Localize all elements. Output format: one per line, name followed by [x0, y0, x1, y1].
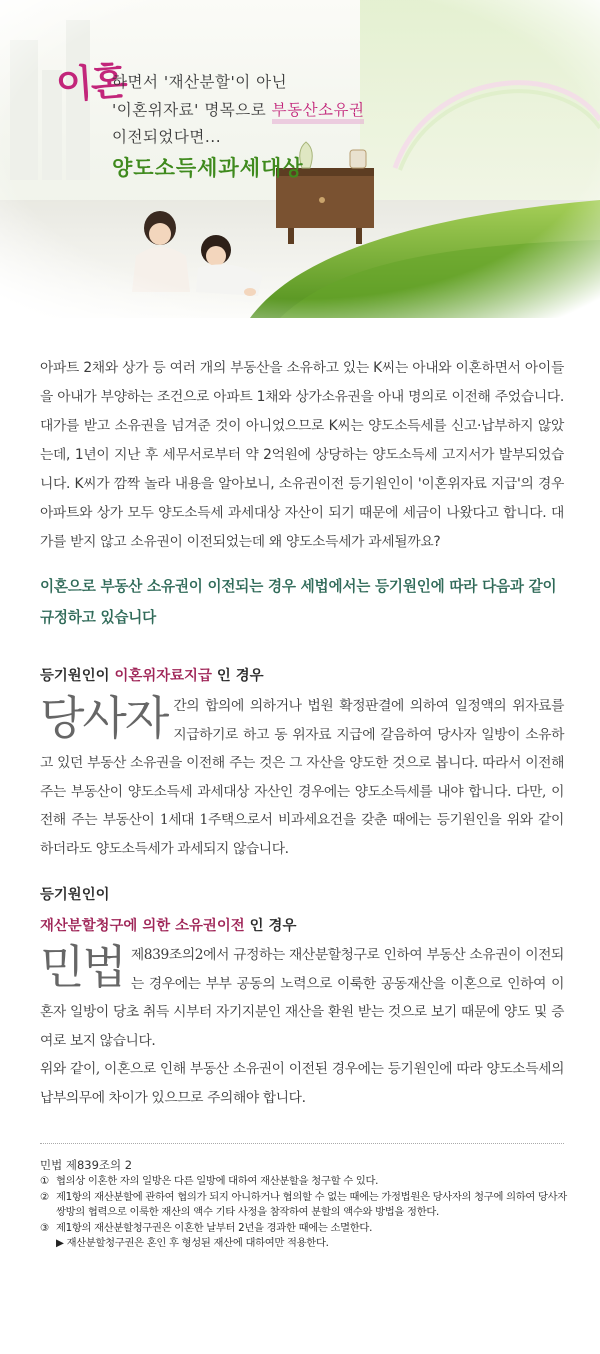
footnote-divider: [40, 1143, 564, 1144]
section2-article: [40, 941, 564, 1112]
section2-heading-highlight: 재산분할청구에 의한 소유권이전: [40, 917, 245, 934]
section2-heading-line1: 등기원인이: [40, 887, 110, 903]
footnote-list: [40, 1174, 570, 1252]
footnote-title: 민법 제839조의 2: [40, 1158, 133, 1172]
section1-heading-highlight: 이혼위자료지급: [114, 667, 212, 684]
footnote-item-text: 제1항의 재산분할에 관하여 협의가 되지 아니하거나 협의할 수 없는 때에는 가정법원은 당사자의 청구에 의하여 당사자 쌍방의 협력으로 이룩한 재산의 액수 기타 사정을 참작하여 분할의 액수와 방법을 정한다.: [56, 1190, 567, 1219]
footnote-item: [40, 1174, 570, 1190]
section1-heading-prefix: 등기원인이: [40, 668, 115, 684]
section1-heading: [40, 664, 264, 685]
hero-line-2-highlight: 부동산소유권: [272, 101, 365, 124]
section2-heading-line2: [40, 914, 296, 935]
hero-line-1: 하면서 '재산분할'이 아닌: [112, 73, 288, 91]
section2-heading-suffix: 인 경우: [244, 918, 297, 934]
footnote-item: [40, 1190, 570, 1221]
section1-article: [40, 692, 564, 863]
section1-body: 간의 합의에 의하거나 법원 확정판결에 의하여 일정액의 위자료를 지급하기로 하고 동 위자료 지급에 갈음하여 당사자 일방이 소유하고 있던 부동산 소유권을 이전해 주는 것은 그 자산을 양도한 것으로 봅니다. 따라서 이전해 주는 부동산이 양도소득세 과세대상 자산인 경우에는 양도소득세를 내야 합니다. 다만, 이전해 주는 부동산이 1세대 1주택으로서 비과세요건을 갖춘 때에는 등기원인을 위와 같이 하더라도 양도소득세가 과세되지 않습니다.: [40, 698, 564, 857]
footnote-item-text: 제1항의 재산분할청구권은 이혼한 날부터 2년을 경과한 때에는 소멸한다.: [56, 1221, 373, 1234]
footnote-item-number: ①: [40, 1175, 49, 1187]
hero-big-title: 이혼: [54, 58, 127, 108]
hero-illustration: [0, 0, 600, 318]
footnote-item-text: 협의상 이혼한 자의 일방은 다른 일방에 대하여 재산분할을 청구할 수 있다.: [56, 1175, 379, 1187]
summary-highlight: 이혼으로 부동산 소유권이 이전되는 경우 세법에서는 등기원인에 따라 다음과 같이 규정하고 있습니다: [40, 578, 557, 626]
footnote-item: [40, 1221, 570, 1237]
intro-paragraph: 아파트 2채와 상가 등 여러 개의 부동산을 소유하고 있는 K씨는 아내와 이혼하면서 아이들을 아내가 부양하는 조건으로 아파트 1채와 상가소유권을 아내 명의로 이전해 주었습니다. 대가를 받고 소유권을 넘겨준 것이 아니었으므로 K씨는 양도소득세를 신고·납부하지 않았는데, 1년이 지난 후 세무서로부터 약 2억원에 상당하는 양도소득세 고지서가 발부되었습니다. K씨가 깜짝 놀라 내용을 알아보니, 소유권이전 등기원인이 '이혼위자료 지급'의 경우 아파트와 상가 모두 양도소득세 과세대상 자산이 되기 때문에 세금이 나왔다고 합니다. 대가를 받지 않고 소유권이 이전되었는데 왜 양도소득세가 과세될까요?: [40, 360, 564, 550]
section1-dropcap: 당사자: [40, 691, 168, 745]
section2-dropcap: 민법: [40, 940, 125, 994]
footnote-note: ▶ 재산분할청구권은 혼인 후 형성된 재산에 대하여만 적용한다.: [56, 1237, 329, 1250]
footnote-item-number: ②: [40, 1190, 49, 1203]
footnote-item-number: ③: [40, 1221, 49, 1234]
section1-heading-suffix: 인 경우: [211, 668, 264, 684]
hero-line-3: 이전되었다면...: [112, 128, 222, 146]
section2-body: 제839조의2에서 규정하는 재산분할청구로 인하여 부동산 소유권이 이전되는 경우에는 부부 공동의 노력으로 이룩한 공동재산을 이혼으로 인하여 이혼자 일방이 당초 취득 시부터 자기지분인 재산을 환원 받는 것으로 보기 때문에 양도 및 증여로 보지 않습니다.: [40, 947, 564, 1049]
hero-green-title: 양도소득세과세대상: [112, 156, 304, 180]
section2-closing: 위와 같이, 이혼으로 인해 부동산 소유권이 이전된 경우에는 등기원인에 따라 양도소득세의 납부의무에 차이가 있으므로 주의해야 합니다.: [40, 1061, 564, 1106]
hero-line-2-prefix: '이혼위자료' 명목으로: [112, 101, 272, 119]
hero-line-2: [112, 98, 364, 120]
